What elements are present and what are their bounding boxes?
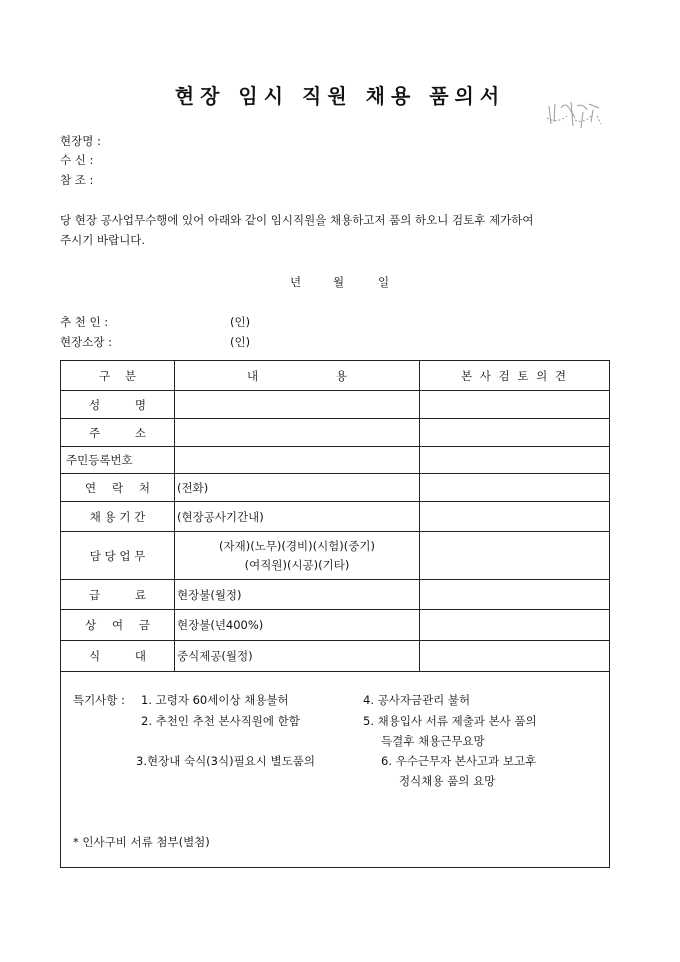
stamp-mark — [541, 98, 609, 132]
contact-value[interactable]: (전화) — [175, 474, 420, 502]
duties-value[interactable] — [175, 532, 420, 580]
period-label: 채 용 기 간 — [61, 502, 175, 532]
table-row — [61, 502, 610, 532]
site-manager-label: 현장소장 : — [60, 335, 112, 349]
note-item-2: 2. 추천인 추천 본사직원에 한함 — [141, 714, 300, 728]
date-year: 년 — [290, 275, 302, 289]
address-value[interactable] — [175, 419, 420, 447]
date-month: 월 — [333, 275, 345, 289]
header-category-1: 구 — [99, 368, 111, 383]
duties-options-line2: (여직원)(시공)(기타) — [244, 557, 350, 572]
note-item-4: 4. 공사자금관리 불허 — [363, 693, 471, 707]
meals-value[interactable]: 중식제공(월정) — [175, 641, 420, 672]
table-header-row — [61, 361, 610, 391]
salary-label-2: 료 — [134, 587, 146, 602]
notes-heading: 특기사항 : — [73, 693, 125, 707]
meals-label-2: 대 — [134, 649, 146, 663]
recommender-seal: (인) — [230, 315, 251, 329]
request-paragraph-line1: 당 현장 공사업무수행에 있어 아래와 같이 임시직원을 채용하고저 품의 하오니 검토후 제가하여 — [60, 213, 534, 227]
site-name-field: 현장명 : — [60, 134, 101, 148]
resident-number-label: 주민등록번호 — [61, 447, 175, 474]
name-review[interactable] — [420, 391, 610, 419]
name-value[interactable] — [175, 391, 420, 419]
contact-label-3: 처 — [138, 480, 150, 495]
attachment-footnote: * 인사구비 서류 첨부(별첨) — [73, 835, 210, 849]
table-row — [61, 641, 610, 672]
contact-review[interactable] — [420, 474, 610, 502]
meals-label-1: 식 — [89, 649, 101, 663]
address-review[interactable] — [420, 419, 610, 447]
note-item-5-line2: 득결후 채용근무요망 — [381, 734, 485, 748]
table-row — [61, 580, 610, 610]
bonus-label-3: 금 — [138, 618, 150, 632]
resident-number-review[interactable] — [420, 447, 610, 474]
date-day: 일 — [378, 275, 390, 289]
salary-value[interactable]: 현장불(월정) — [175, 580, 420, 610]
address-label-2: 소 — [134, 425, 146, 440]
table-row — [61, 532, 610, 580]
table-row — [61, 610, 610, 641]
bonus-value[interactable]: 현장불(년400%) — [175, 610, 420, 641]
salary-review[interactable] — [420, 580, 610, 610]
table-row — [61, 447, 610, 474]
bonus-label-1: 상 — [85, 618, 97, 632]
notes-row — [61, 672, 610, 868]
header-content-2: 용 — [335, 368, 347, 383]
contact-label-2: 락 — [111, 480, 124, 495]
note-item-3: 3.현장내 숙식(3식)필요시 별도품의 — [136, 754, 315, 768]
name-label-1: 성 — [89, 397, 101, 412]
note-item-6-line1: 6. 우수근무자 본사고과 보고후 — [381, 754, 537, 768]
table-row — [61, 391, 610, 419]
period-value[interactable]: (현장공사기간내) — [175, 502, 420, 532]
contact-label-1: 연 — [85, 480, 97, 495]
document-title: 현장 임시 직원 채용 품의서 — [174, 84, 506, 108]
bonus-review[interactable] — [420, 610, 610, 641]
table-row — [61, 474, 610, 502]
header-category-2: 분 — [124, 368, 136, 383]
note-item-5-line1: 5. 채용입사 서류 제출과 본사 품의 — [363, 714, 537, 728]
name-label-2: 명 — [134, 397, 146, 412]
special-notes — [61, 672, 610, 868]
site-manager-seal: (인) — [230, 335, 251, 349]
reference-field: 참 조 : — [60, 173, 94, 187]
period-review[interactable] — [420, 502, 610, 532]
duties-review[interactable] — [420, 532, 610, 580]
recommender-label: 추 천 인 : — [60, 315, 109, 329]
address-label-1: 주 — [89, 425, 101, 440]
meals-review[interactable] — [420, 641, 610, 672]
note-item-1: 1. 고령자 60세이상 채용불허 — [141, 693, 289, 707]
resident-number-value[interactable] — [175, 447, 420, 474]
salary-label-1: 급 — [89, 587, 101, 602]
header-content-1: 내 — [247, 368, 259, 383]
hiring-form-table — [60, 360, 610, 868]
bonus-label-2: 여 — [111, 618, 124, 632]
recipient-field: 수 신 : — [60, 153, 94, 167]
header-review: 본 사 검 토 의 견 — [420, 361, 610, 391]
duties-options-line1: (자재)(노무)(경비)(시험)(중기) — [219, 538, 375, 553]
note-item-6-line2: 정식채용 품의 요망 — [399, 774, 496, 788]
table-row — [61, 419, 610, 447]
request-paragraph-line2: 주시기 바랍니다. — [60, 233, 146, 247]
duties-label: 담 당 업 무 — [61, 532, 175, 580]
